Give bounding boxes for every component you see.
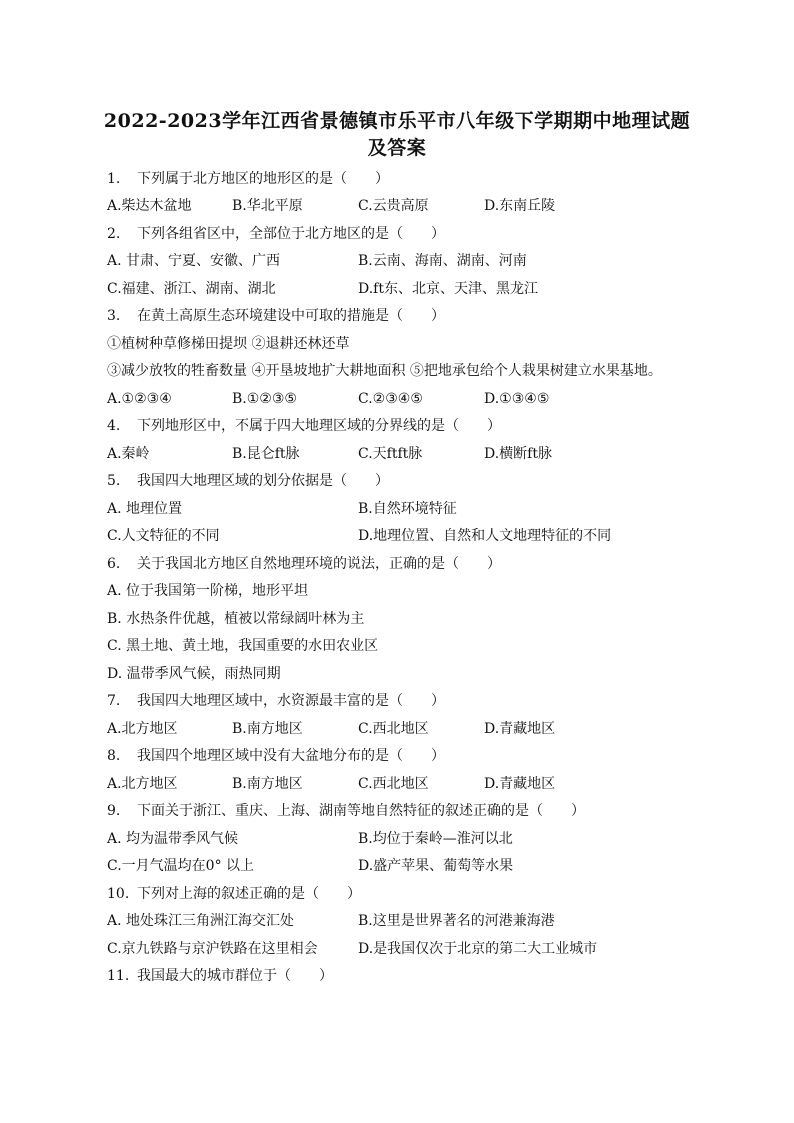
option-c: C.②③④⑤ <box>358 391 423 407</box>
question-text: 我国四大地理区域中，水资源最丰富的是（ ） <box>137 693 445 709</box>
option-b: B.昆仑ft脉 <box>232 446 300 462</box>
question-8 <box>107 746 445 766</box>
question-text: 在黄土高原生态环境建设中可取的措施是（ ） <box>137 308 445 324</box>
option-b: B.均位于秦岭—淮河以北 <box>358 831 513 847</box>
option-c: C. 黑土地、黄土地，我国重要的水田农业区 <box>107 638 379 654</box>
question-text: 下面关于浙江、重庆、上海、湖南等地自然特征的叙述正确的是（ ） <box>137 803 585 819</box>
option-c: C.云贵高原 <box>358 198 429 214</box>
question-text: 下列地形区中，不属于四大地理区域的分界线的是（ ） <box>137 418 501 434</box>
option-d: D.横断ft脉 <box>484 446 552 462</box>
option-d: D. 温带季风气候，雨热同期 <box>107 666 281 682</box>
option-b: B.华北平原 <box>232 198 303 214</box>
option-b: B.南方地区 <box>232 721 303 737</box>
option-c: C.西北地区 <box>358 776 429 792</box>
page-title: 2022-2023学年江西省景德镇市乐平市八年级下学期期中地理试题 <box>103 110 691 132</box>
option-d: D.是我国仅次于北京的第二大工业城市 <box>358 941 598 957</box>
option-d: D.ft东、北京、天津、黑龙江 <box>358 281 538 297</box>
question-10 <box>107 884 361 904</box>
question-number: 8. <box>107 748 121 764</box>
question-9 <box>107 801 585 821</box>
question-text: 下列对上海的叙述正确的是（ ） <box>137 886 361 902</box>
option-b: B.自然环境特征 <box>358 501 457 517</box>
question-number: 7. <box>107 693 121 709</box>
option-d: D.青藏地区 <box>484 776 556 792</box>
question-stem-line: ①植树种草修梯田提坝 ②退耕还林还草 <box>107 336 350 352</box>
question-4 <box>107 416 501 436</box>
question-number: 1. <box>107 171 121 187</box>
question-text: 我国四大地理区域的划分依据是（ ） <box>137 473 389 489</box>
option-c: C.西北地区 <box>358 721 429 737</box>
question-1 <box>107 169 389 189</box>
question-number: 10. <box>107 886 130 902</box>
option-a: A.北方地区 <box>107 721 178 737</box>
question-number: 6. <box>107 556 121 572</box>
option-a: A.秦岭 <box>107 446 150 462</box>
question-number: 2. <box>107 226 121 242</box>
question-number: 5. <box>107 473 121 489</box>
option-a: A. 地处珠江三角洲江海交汇处 <box>107 913 295 929</box>
question-text: 我国四个地理区域中没有大盆地分布的是（ ） <box>137 748 445 764</box>
option-a: A.①②③④ <box>107 391 172 407</box>
option-a: A. 位于我国第一阶梯，地形平坦 <box>107 583 309 599</box>
option-c: C.一月气温均在0° 以上 <box>107 858 255 874</box>
option-b: B.南方地区 <box>232 776 303 792</box>
option-b: B.云南、海南、湖南、河南 <box>358 253 527 269</box>
option-d: D.青藏地区 <box>484 721 556 737</box>
question-text: 关于我国北方地区自然地理环境的说法，正确的是（ ） <box>137 556 501 572</box>
option-a: A. 地理位置 <box>107 501 183 517</box>
question-7 <box>107 691 445 711</box>
option-a: A.柴达木盆地 <box>107 198 192 214</box>
option-a: A. 均为温带季风气候 <box>107 831 239 847</box>
option-d: D.地理位置、自然和人文地理特征的不同 <box>358 528 612 544</box>
option-c: C.京九铁路与京沪铁路在这里相会 <box>107 941 318 957</box>
question-2 <box>107 224 445 244</box>
question-number: 11. <box>107 968 130 984</box>
question-text: 我国最大的城市群位于（ ） <box>137 968 333 984</box>
question-stem-line: ③减少放牧的牲畜数量 ④开垦坡地扩大耕地面积 ⑤把地承包给个人栽果树建立水果基地。 <box>107 363 662 379</box>
question-5 <box>107 471 389 491</box>
option-a: A. 甘肃、宁夏、安徽、广西 <box>107 253 281 269</box>
option-b: B. 水热条件优越，植被以常绿阔叶林为主 <box>107 611 365 627</box>
question-number: 3. <box>107 308 121 324</box>
question-3 <box>107 306 445 326</box>
question-number: 9. <box>107 803 121 819</box>
option-d: D.盛产苹果、葡萄等水果 <box>358 858 514 874</box>
option-c: C.人文特征的不同 <box>107 528 220 544</box>
question-11 <box>107 966 333 986</box>
option-b: B.①②③⑤ <box>232 391 297 407</box>
page-title-continued: 及答案 <box>367 137 427 159</box>
option-c: C.天ftft脉 <box>358 446 423 462</box>
option-b: B.这里是世界著名的河港兼海港 <box>358 913 555 929</box>
option-c: C.福建、浙江、湖南、湖北 <box>107 281 276 297</box>
option-d: D.东南丘陵 <box>484 198 556 214</box>
question-6 <box>107 554 501 574</box>
option-d: D.①③④⑤ <box>484 391 550 407</box>
option-a: A.北方地区 <box>107 776 178 792</box>
question-text: 下列属于北方地区的地形区的是（ ） <box>137 171 389 187</box>
question-number: 4. <box>107 418 121 434</box>
question-text: 下列各组省区中，全部位于北方地区的是（ ） <box>137 226 445 242</box>
